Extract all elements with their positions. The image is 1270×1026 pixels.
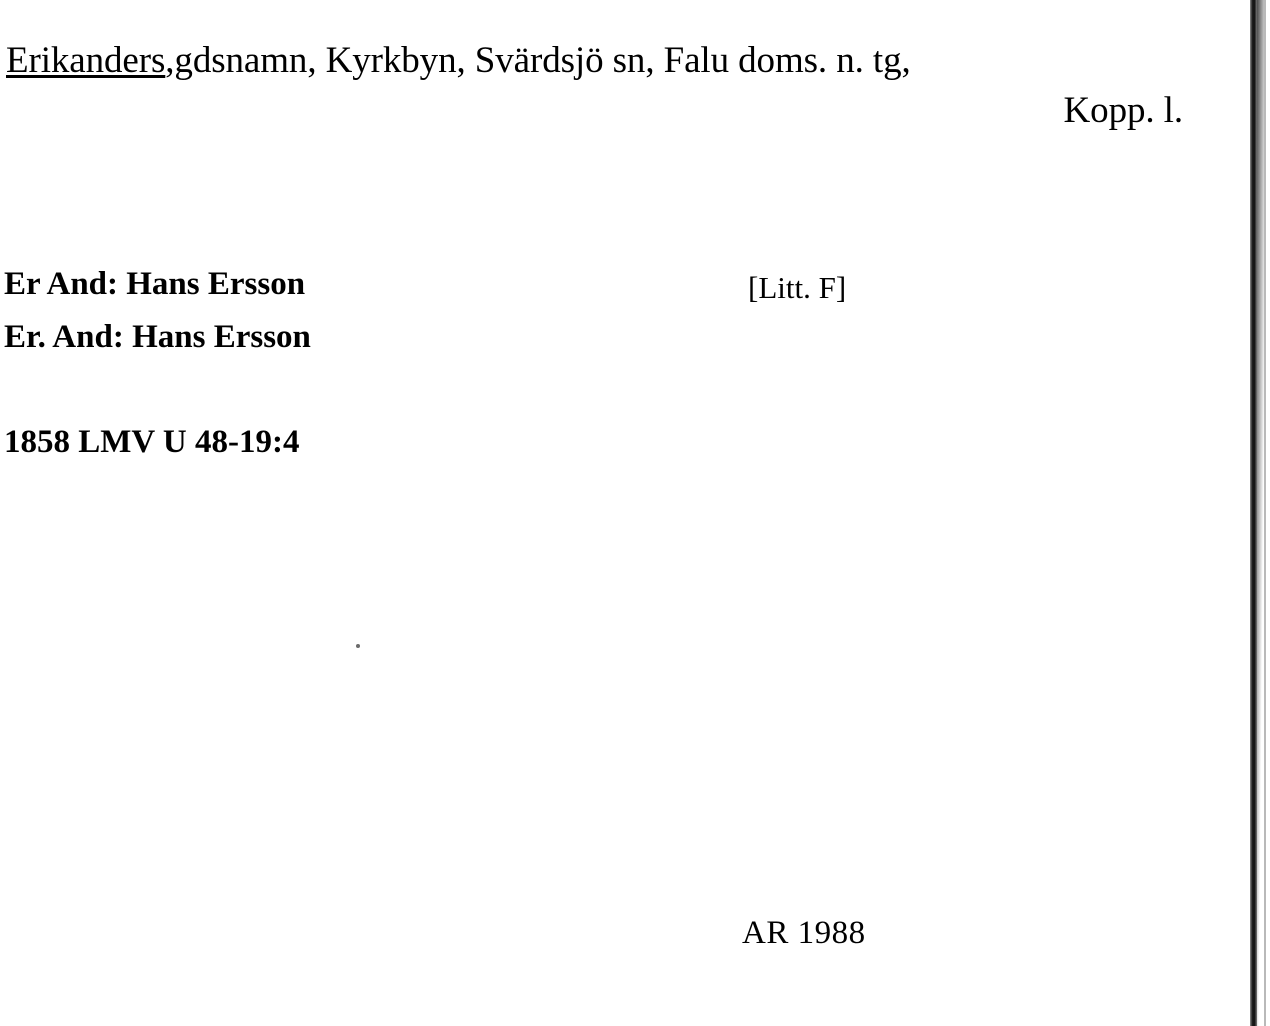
source-reference: 1858 LMV U 48-19:4 [4, 424, 300, 460]
literature-reference: [Litt. F] [748, 270, 847, 305]
name-forms-list [4, 258, 311, 364]
footer-signature: AR 1988 [742, 915, 866, 951]
headline [6, 36, 1238, 137]
headline-second-line: Kopp. l. [1063, 90, 1183, 132]
name-form-2: Er. And: Hans Ersson [4, 318, 311, 355]
headline-qualifier: ,gdsnamn, Kyrkbyn, Svärdsjö sn, Falu doms. n. tg, [165, 40, 911, 81]
headword: Erikanders [6, 40, 166, 81]
scan-edge-shadow [1240, 0, 1270, 1026]
scan-edge-bar [1250, 0, 1257, 1026]
scan-edge-taper [1257, 0, 1266, 1026]
scan-edge-hairline [1264, 0, 1266, 1026]
scan-speck [356, 644, 360, 648]
name-form-1: Er And: Hans Ersson [4, 266, 306, 302]
